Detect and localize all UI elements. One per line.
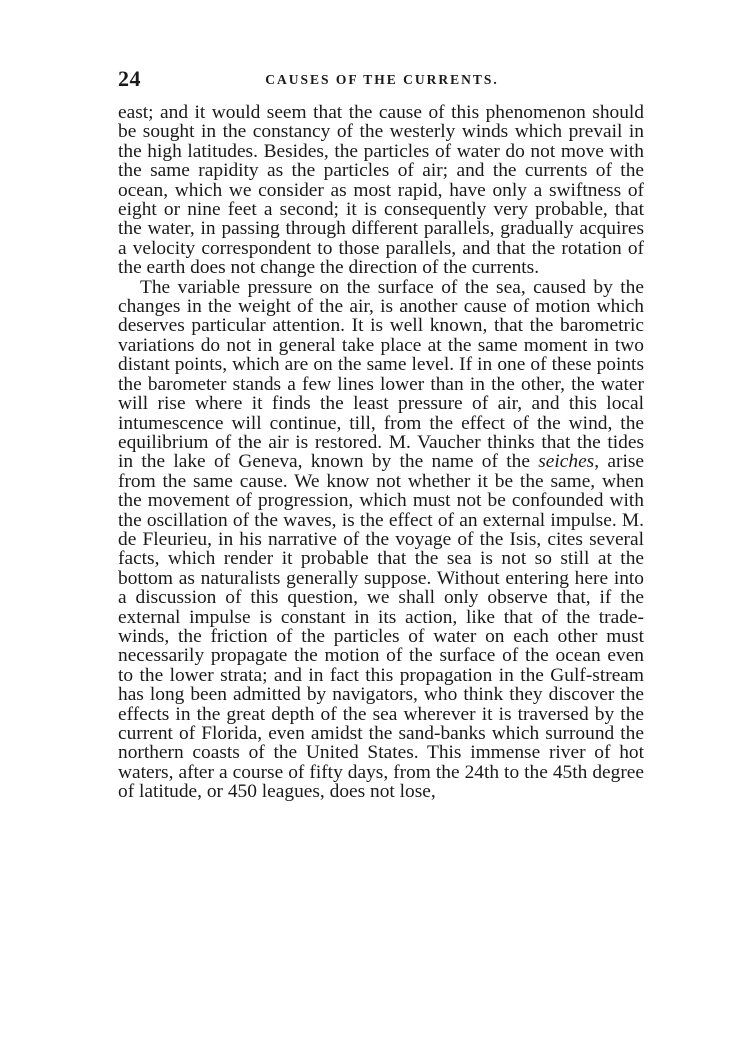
italic-term-seiches: seiches (538, 451, 595, 473)
body-text (118, 103, 644, 802)
page-header (118, 66, 646, 92)
paragraph-text-part: The variable pressure on the surface of the sea, caused by the changes in the weight of the air, is another cause of motion which deserves particular attention. It is well known, that the barometric variations do not in general take place at the same moment in two distant points, which are on the same level. If in one of these points the barometer stands a few lines lower than in the other, the water will rise where it finds the least pressure of air, and this local intumescence will continue, till, from the effect of the wind, the equilibrium of the air is restored. M. Vaucher thinks that the tides in the lake of Geneva, known by the name of the (118, 276, 644, 473)
paragraph-barometric-pressure (118, 278, 644, 802)
running-head: CAUSES OF THE CURRENTS. (265, 72, 499, 87)
page-number: 24 (118, 66, 141, 91)
paragraph-continued: east; and it would seem that the cause of this phenomenon should be sought in the constancy of the westerly winds which prevail in the high latitudes. Besides, the particles of water do not move with the same rapidity as the particles of air; and the currents of the ocean, which we consider as most rapid, have only a swiftness of eight or nine feet a second; it is consequently very probable, that the water, in passing through different parallels, gradually acquires a velocity correspondent to those parallels, and that the rotation of the earth does not change the direction of the currents. (118, 102, 644, 279)
paragraph-text-part: , arise from the same cause. We know not whether it be the same, when the movement of progression, which must not be confounded with the oscillation of the waves, is the effect of an external impulse. M. de Fleurieu, in his narrative of the voyage of the Isis, cites several facts, which render it probable that the sea is not so still at the bottom as naturalists generally suppose. Without entering here into a discussion of this question, we shall only observe that, if the external impulse is constant in its action, like that of the trade-winds, the friction of the particles of water on each other must necessarily propagate the motion of the surface of the ocean even to the lower strata; and in fact this propagation in the Gulf-stream has long been admitted by navigators, who think they discover the effects in the great depth of the sea wherever it is traversed by the current of Florida, even amidst the sand-banks which surround the northern coasts of the United States. This immense river of hot waters, after a course of fifty days, from the 24th to the 45th degree of latitude, or 450 leagues, does not lose, (118, 451, 644, 803)
